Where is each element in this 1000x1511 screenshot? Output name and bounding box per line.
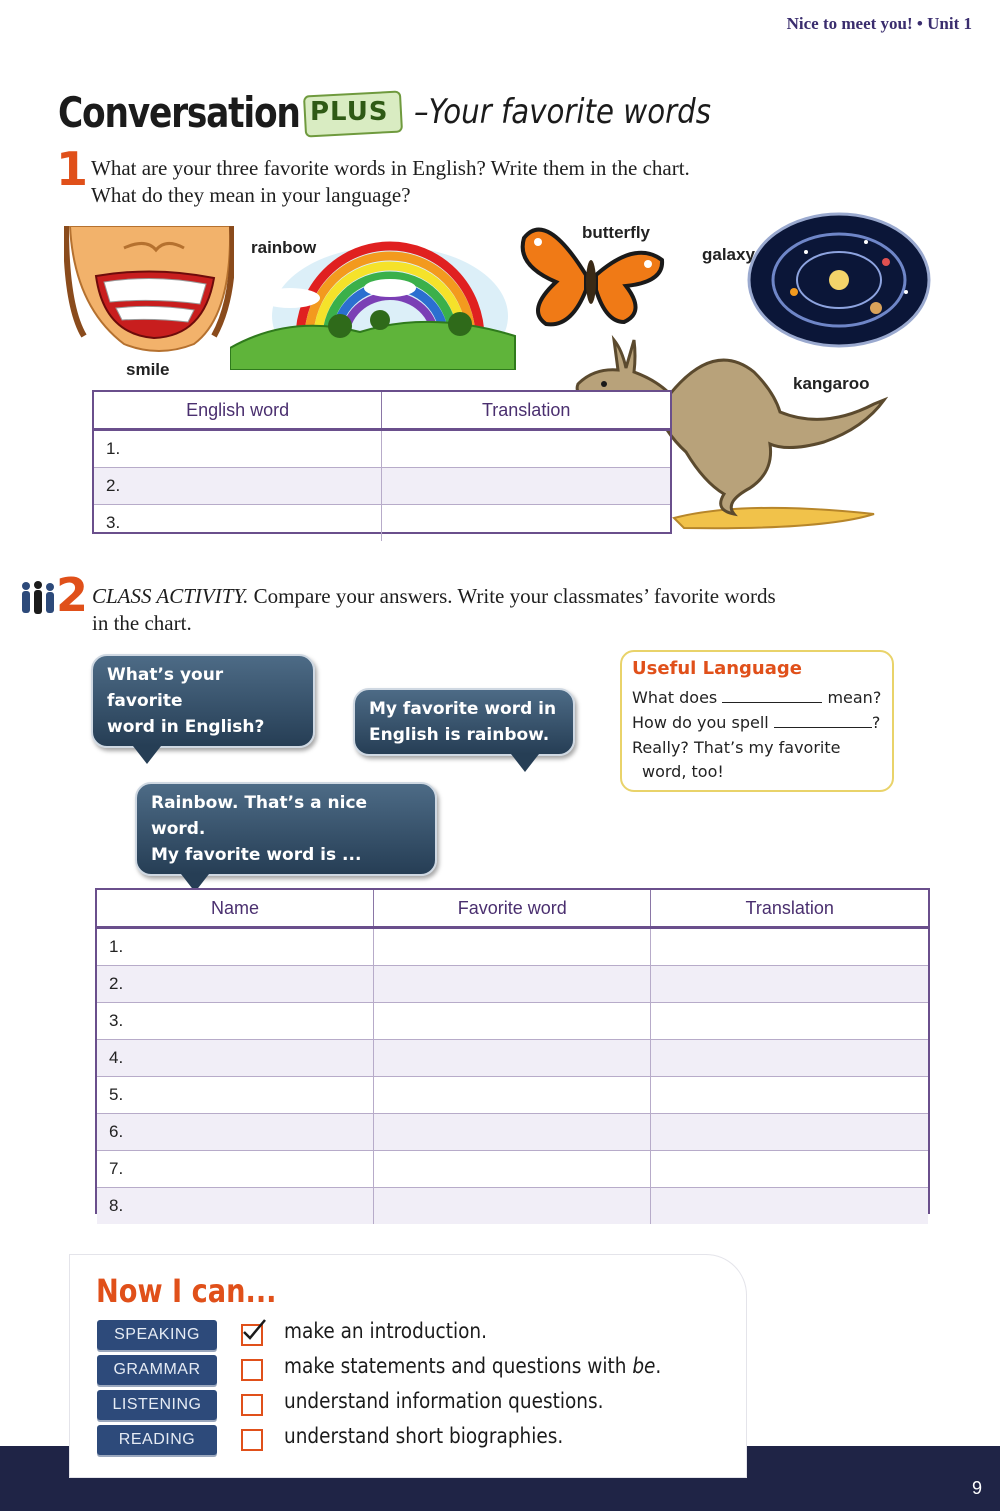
checkbox-speaking[interactable] (241, 1324, 263, 1346)
skill-tag-reading: READING (97, 1425, 217, 1455)
exercise-2-number: 2 (56, 568, 89, 622)
label-rainbow: rainbow (251, 238, 317, 257)
favorite-word-cell[interactable] (374, 1077, 651, 1114)
table-row (94, 430, 670, 468)
table-row (94, 468, 670, 505)
skill-tag-speaking: SPEAKING (97, 1320, 217, 1350)
row-number: 2. (94, 468, 382, 505)
running-head: Nice to meet you! • Unit 1 (786, 14, 972, 33)
now-i-can-title: Now I can... (96, 1272, 277, 1310)
bubble-2-line-2: English is rainbow. (369, 725, 550, 745)
column-header-favorite-word: Favorite word (374, 890, 651, 928)
useful-line-1-b: mean? (827, 688, 882, 707)
column-header-translation: Translation (651, 890, 928, 928)
table-row (94, 505, 670, 542)
speech-bubble-2 (353, 688, 575, 756)
row-number: 4. (97, 1040, 374, 1077)
row-number: 1. (97, 928, 374, 966)
can-do-text-2-a: make statements and questions with (284, 1354, 633, 1378)
bubble-1-line-1: What’s your favorite (107, 665, 224, 711)
row-number: 5. (97, 1077, 374, 1114)
plus-label: PLUS (310, 97, 389, 127)
translation-cell[interactable] (382, 505, 670, 542)
favorite-word-cell[interactable] (374, 1188, 651, 1225)
skill-tag-grammar: GRAMMAR (97, 1355, 217, 1385)
checkbox-reading[interactable] (241, 1429, 263, 1451)
classmates-words-table (95, 888, 930, 1214)
exercise-1-number: 1 (56, 142, 89, 196)
check-mark-icon (241, 1318, 267, 1342)
blank-line (722, 702, 822, 703)
useful-line-2-a: How do you spell (632, 713, 769, 732)
favorite-word-cell[interactable] (374, 1040, 651, 1077)
table-row (97, 1040, 928, 1077)
favorite-word-cell[interactable] (374, 928, 651, 966)
exercise-2-instruction-text: Compare your answers. Write your classmates’ favorite words (248, 584, 776, 608)
table-row (97, 966, 928, 1003)
label-butterfly: butterfly (582, 223, 650, 242)
label-kangaroo: kangaroo (793, 374, 870, 393)
smile-illustration (64, 226, 234, 358)
row-number: 7. (97, 1151, 374, 1188)
exercise-2-instruction-line-2: in the chart. (92, 611, 192, 635)
row-number: 1. (94, 430, 382, 468)
exercise-1-instruction-line-2: What do they mean in your language? (91, 183, 411, 207)
translation-cell[interactable] (651, 928, 928, 966)
translation-cell[interactable] (382, 430, 670, 468)
class-activity-label: CLASS ACTIVITY. (92, 584, 249, 608)
translation-cell[interactable] (651, 1114, 928, 1151)
group-people-icon (20, 580, 56, 616)
useful-language-box (620, 650, 894, 792)
useful-line-2 (632, 713, 880, 732)
title-subtitle: –Your favorite words (414, 92, 711, 132)
label-galaxy: galaxy (702, 245, 755, 264)
checkbox-grammar[interactable] (241, 1359, 263, 1381)
can-do-text-2-c: . (655, 1354, 662, 1378)
translation-cell[interactable] (651, 1077, 928, 1114)
useful-line-2-b: ? (871, 713, 881, 732)
translation-cell[interactable] (651, 1151, 928, 1188)
translation-cell[interactable] (651, 1040, 928, 1077)
bubble-3-line-2: My favorite word is ... (151, 845, 362, 865)
useful-line-3: Really? That’s my favorite (632, 738, 841, 757)
title-main: Conversation (58, 87, 300, 137)
skill-tag-listening: LISTENING (97, 1390, 217, 1420)
row-number: 3. (94, 505, 382, 542)
favorite-word-cell[interactable] (374, 1114, 651, 1151)
table-row (97, 1003, 928, 1040)
favorite-word-cell[interactable] (374, 966, 651, 1003)
favorite-word-cell[interactable] (374, 1003, 651, 1040)
checkbox-listening[interactable] (241, 1394, 263, 1416)
translation-cell[interactable] (382, 468, 670, 505)
speech-bubble-3 (135, 782, 437, 876)
plus-badge (304, 87, 404, 137)
table-row (97, 1151, 928, 1188)
exercise-1-instruction-line-1: What are your three favorite words in English? Write them in the chart. (91, 156, 690, 180)
favorite-word-cell[interactable] (374, 1151, 651, 1188)
useful-line-1 (632, 688, 881, 707)
speech-bubble-1 (91, 654, 315, 748)
can-do-text-2 (284, 1354, 661, 1378)
row-number: 2. (97, 966, 374, 1003)
row-number: 6. (97, 1114, 374, 1151)
useful-line-4: word, too! (642, 762, 724, 781)
translation-cell[interactable] (651, 1003, 928, 1040)
translation-cell[interactable] (651, 966, 928, 1003)
page-number: 9 (971, 1478, 982, 1498)
column-header-translation: Translation (382, 392, 670, 430)
can-do-text-3: understand information questions. (284, 1389, 604, 1413)
exercise-2-instruction-line-1 (92, 583, 776, 610)
bubble-1-line-2: word in English? (107, 717, 265, 737)
row-number: 8. (97, 1188, 374, 1225)
bubble-2-line-1: My favorite word in (369, 699, 557, 719)
label-smile: smile (126, 360, 170, 379)
column-header-name: Name (97, 890, 374, 928)
can-do-text-4: understand short biographies. (284, 1424, 564, 1448)
useful-line-1-a: What does (632, 688, 718, 707)
table-row (97, 1188, 928, 1225)
favorite-words-table (92, 390, 672, 534)
row-number: 3. (97, 1003, 374, 1040)
table-row (97, 1077, 928, 1114)
useful-language-title: Useful Language (632, 658, 802, 679)
translation-cell[interactable] (651, 1188, 928, 1225)
page-title (58, 84, 759, 140)
galaxy-illustration (746, 212, 932, 348)
table-row (97, 928, 928, 966)
table-row (97, 1114, 928, 1151)
can-do-text-2-b: be (632, 1354, 656, 1378)
can-do-text-1: make an introduction. (284, 1319, 487, 1343)
bubble-3-line-1: Rainbow. That’s a nice word. (151, 793, 368, 839)
blank-line (774, 727, 872, 728)
column-header-english-word: English word (94, 392, 382, 430)
